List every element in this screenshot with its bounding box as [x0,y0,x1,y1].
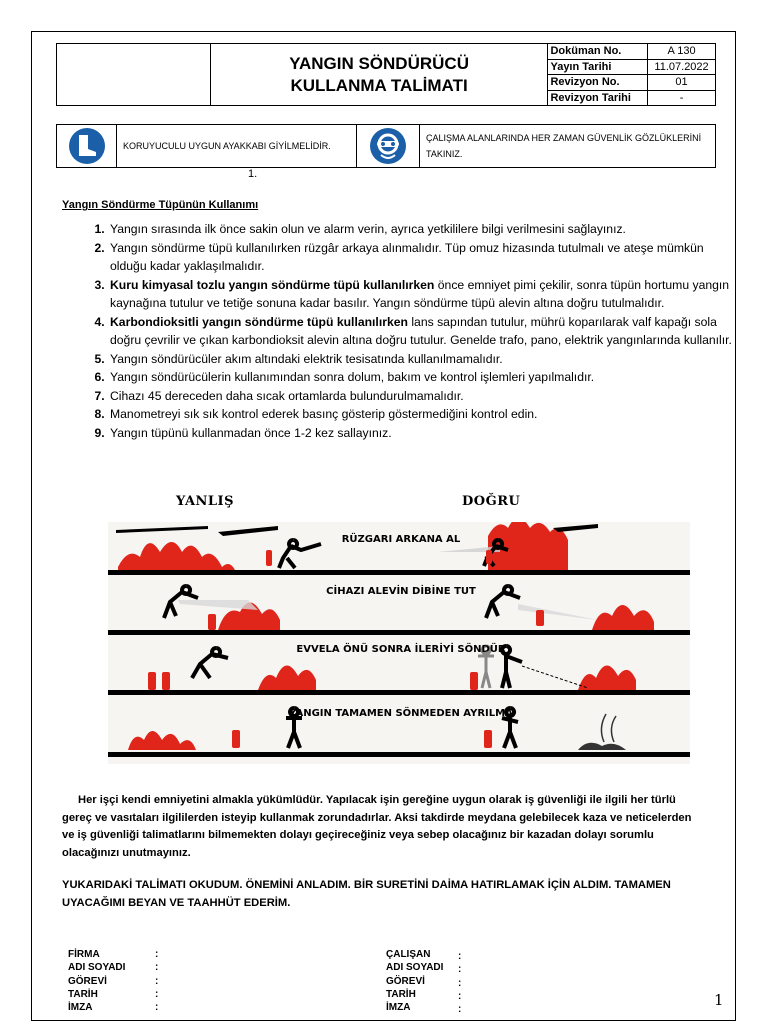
meta-key: Revizyon No. [548,75,648,91]
safety-goggles-icon [357,125,420,167]
meta-value: 01 [648,75,716,91]
sig-colon: : [458,990,462,1002]
rule-item [108,313,738,350]
sig-colon: : [458,951,462,962]
rule-text: önce emniyet pimi çekilir, sonra tüpün hortumu yangın kaynağına tutulur ve tetiğe sonuna kadar basılır. Yangın söndürme tüpü alevin altına doğru tutulmalıdır. [110,277,730,310]
meta-value: A 130 [648,44,716,60]
document-header [56,43,716,106]
rule-item [108,424,738,443]
section-title: Yangın Söndürme Tüpünün Kullanımı [62,199,259,211]
sig-colon: : [155,949,159,960]
meta-key: Doküman No. [548,44,648,60]
sig-colon: : [458,1004,462,1016]
rule-text: lans sapından tutulur, mührü koparılarak valf kapağı sola doğru çevrilir ve çıkan karbondioksit alevin altına doğru tutulur. Genelde trafo, pano, elektrik yangınlarında kullanılır. [110,314,732,347]
page-number: 1 [714,991,724,1009]
declaration-text: YUKARIDAKİ TALİMATI OKUDUM. ÖNEMİNİ ANLADIM. BİR SURETİNİ DAİMA HATIRLAMAK İÇİN ALDIM. TAMAMEN UYACAĞIMI BEYAN VE TAAHHÜT EDERİM. [62,879,671,909]
rule-text: Yangın söndürücüler akım altındaki elektrik tesisatında kullanılmamalıdır. [110,351,503,366]
boots-text: KORUYUCULU UYGUN AYAKKABI GİYİLMELİDİR. [117,125,357,167]
sig-label: GÖREVİ [386,975,425,987]
sig-label: İMZA [68,1002,93,1014]
rule-item [108,405,738,424]
sig-label: ÇALIŞAN [386,949,431,960]
wrong-label: YANLIŞ [176,494,235,509]
rule-text: Cihazı 45 dereceden daha sıcak ortamlarda bulundurulmamalıdır. [110,388,464,403]
safety-boots-icon [57,125,117,167]
sig-colon: : [155,988,159,1000]
rule-text: Manometreyi sık sık kontrol ederek basınç gösterip göstermediğini kontrol edin. [110,407,538,421]
meta-key: Yayın Tarihi [548,59,648,75]
responsibility-paragraph: Her işçi kendi emniyetini almakla yükümlüdür. Yapılacak işin gereğine uygun olarak iş güvenliği ile ilgili her türlü gereç ve vasıtaları ilgililerden isteyip kullanmak zorundadırlar. Aksi takdirde meydana gelebilecek kaza ve neticelerden ve iş güvenliği talimatlarını bilmemekten dolayı geçireceğiniz veya sebep olacağınız bir kazadan dolayı sorumlu olacağınızı unutmayınız. [62,794,692,859]
meta-value: - [648,90,716,106]
panel-caption: YANGIN TAMAMEN SÖNMEDEN AYRILMA [289,708,513,719]
document-title: YANGIN SÖNDÜRÜCÜ KULLANMA TALİMATI [289,53,469,95]
sig-label: TARİH [386,988,416,1000]
signature-left-colons [155,948,158,1014]
sig-label: FİRMA [68,949,100,960]
rules-list [62,220,738,442]
rule-item [108,368,738,387]
signature-right-labels [386,948,443,1014]
logo-cell [57,44,211,106]
sig-colon: : [155,962,159,974]
rule-item [108,276,738,313]
title-cell [210,44,548,106]
sig-label: ADI SOYADI [68,962,126,974]
ppe-row [56,124,716,168]
rule-item [108,220,738,239]
sig-colon: : [458,964,462,976]
rule-bold-text: Karbondioksitli yangın söndürme tüpü kullanılırken [110,314,408,329]
sig-label: TARİH [68,988,98,1000]
sig-colon: : [458,977,462,989]
right-label: DOĞRU [462,494,521,509]
rule-bold-text: Kuru kimyasal tozlu yangın söndürme tüpü kullanılırken [110,277,435,292]
rule-text: Yangın tüpünü kullanmadan önce 1-2 kez sallayınız. [110,425,392,440]
boots-icon-cell [57,125,117,167]
fire-extinguisher-illustration [108,522,690,764]
sig-label: ADI SOYADI [386,962,444,974]
rule-item [108,350,738,369]
sig-label: İMZA [386,1002,411,1014]
rule-text: Yangın söndürücülerin kullanımından sonra dolum, bakım ve kontrol işlemleri yapılmalıdır. [110,370,595,384]
rule-item [108,387,738,406]
panel-caption: EVVELA ÖNÜ SONRA İLERİYİ SÖNDÜR [296,644,506,655]
meta-value: 11.07.2022 [648,59,716,75]
goggles-text: ÇALIŞMA ALANLARINDA HER ZAMAN GÜVENLİK GÖZLÜKLERİNİ TAKINIZ. [426,133,702,159]
panel-caption: CİHAZI ALEVİN DİBİNE TUT [326,586,476,597]
rule-item [108,239,738,276]
rule-text: Yangın sırasında ilk önce sakin olun ve alarm verin, ayrıca yetkililere bilgi verilmesini sağlayınız. [110,222,626,236]
signature-right-colons [458,950,461,1016]
panel-caption: RÜZGARI ARKANA AL [341,534,461,545]
signature-left-labels [68,948,125,1014]
rule-text: Yangın söndürme tüpü kullanılırken rüzgâr arkaya alınmalıdır. Tüp omuz hizasında tutulmalı ve ateşe mümkün olduğu kadar yaklaşılmalıdır. [110,240,704,273]
list-number: 1. [248,168,258,180]
sig-colon: : [155,1002,159,1014]
sig-colon: : [155,975,159,987]
goggles-icon-cell [357,125,420,167]
sig-label: GÖREVİ [68,975,107,987]
meta-key: Revizyon Tarihi [548,90,648,106]
